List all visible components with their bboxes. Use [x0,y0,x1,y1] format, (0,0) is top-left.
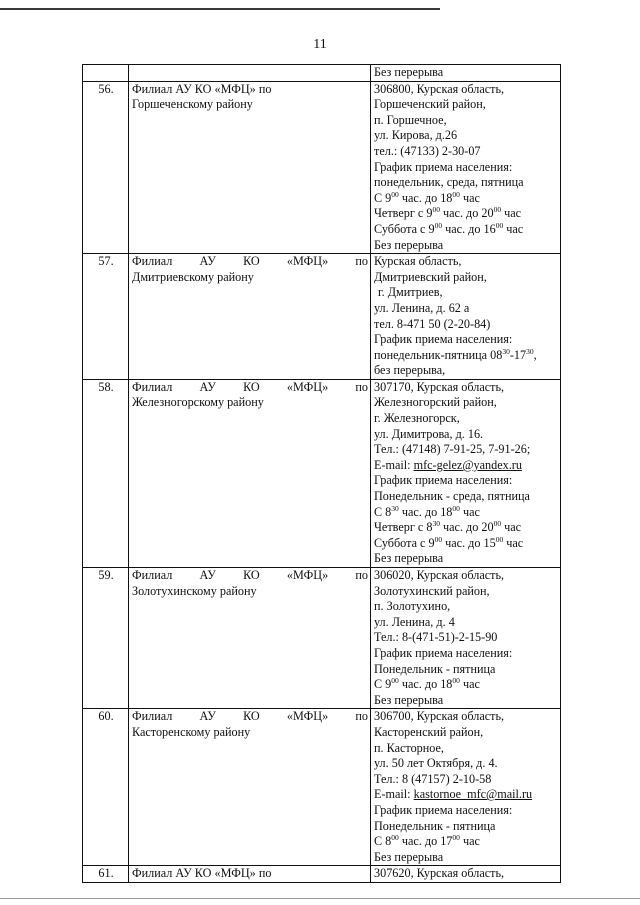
schedule-hours: С $9^{00}$ час. до $18^{00}$ час [374,676,480,692]
schedule-hours: С $8^{00}$ час. до $17^{00}$ час [374,833,480,849]
email-link[interactable]: kastornoe_mfc@mail.ru [413,787,533,802]
phone-line: тел. 8-471 50 (2-20-84) [374,316,491,331]
phone-line: Тел.: (47148) 7-91-25, 7-91-26; [374,442,531,457]
schedule-heading: График приема населения: [374,159,513,174]
table-row [83,81,561,254]
row-number-cell: 59. [83,568,129,709]
break-info: Без перерыва [374,849,444,864]
table-row [83,379,561,567]
table-row [83,709,561,866]
branch-name-line: Железногорскому району [132,395,264,410]
address-line: п. Золотухино, [374,599,451,614]
schedule-hours: С $9^{00}$ час. до $18^{00}$ час [374,189,480,205]
address-line: 307620, Курская область, [374,866,505,881]
phone-line: Тел.: 8 (47157) 2-10-58 [374,771,492,786]
schedule-hours: понедельник-пятница $08^{30}-17^{30}$, [374,346,537,362]
address-line: Курская область, [374,254,462,269]
branch-name-line: Филиал АУ КО «МФЦ» по [132,568,368,582]
break-info: Без перерыва [374,237,444,252]
address-line: г. Дмитриев, [378,285,443,300]
scan-edge-line [0,898,640,899]
row-number-cell: 57. [83,254,129,380]
schedule-hours: Четверг с $9^{00}$ час. до $20^{00}$ час [374,205,522,221]
email-line: E-mail: kastornoe_mfc@mail.ru [374,787,533,802]
address-cell [371,866,561,883]
table-row [83,866,561,883]
row-number-cell: 61. [83,866,129,883]
break-info: без перерыва, [374,363,446,378]
schedule-hours: Четверг с $8^{30}$ час. до $20^{00}$ час [374,519,522,535]
schedule-hours: С $8^{30}$ час. до $18^{00}$ час [374,503,480,519]
address-line: ул. 50 лет Октября, д. 4. [374,756,498,771]
address-line: Железногорский район, [374,395,497,410]
schedule-heading: График приема населения: [374,332,513,347]
address-cell [371,568,561,709]
branch-name-cell [129,866,371,883]
email-line: E-mail: mfc-gelez@yandex.ru [374,457,522,472]
break-info: Без перерыва [374,65,444,79]
row-number-cell [83,65,129,82]
address-line: Золотухинский район, [374,583,490,598]
schedule-days: Понедельник - среда, пятница [374,489,530,504]
address-line: ул. Ленина, д. 62 а [374,300,470,315]
branch-name-line: Филиал АУ КО «МФЦ» по [132,379,368,394]
table-row [83,65,561,82]
branch-name-line: Филиал АУ КО «МФЦ» по [132,709,368,724]
address-line: г. Железногорск, [374,411,460,426]
schedule-days: Понедельник - пятница [374,661,496,676]
address-cell [371,709,561,866]
address-line: 307170, Курская область, [374,379,505,394]
mfc-branches-table [82,64,561,883]
schedule-heading: График приема населения: [374,473,513,488]
phone-line: тел.: (47133) 2-30-07 [374,143,481,158]
address-line: 306020, Курская область, [374,568,505,582]
branch-name-cell [129,568,371,709]
branch-name-line: Горшеченскому району [132,97,253,112]
address-line: 306800, Курская область, [374,81,505,96]
row-number-cell: 56. [83,81,129,254]
schedule-days: понедельник, среда, пятница [374,175,524,190]
branch-name-line: Филиал АУ КО «МФЦ» по [132,866,272,881]
address-line: п. Касторное, [374,740,444,755]
branch-name-line: Золотухинскому району [132,583,257,598]
branch-name-line: Касторенскому району [132,724,251,739]
address-line: 306700, Курская область, [374,709,505,724]
break-info: Без перерыва [374,551,444,566]
email-link[interactable]: mfc-gelez@yandex.ru [413,457,522,472]
address-cell [371,65,561,82]
address-line: Дмитриевский район, [374,269,487,284]
address-line: п. Горшечное, [374,112,447,127]
row-number-cell: 58. [83,379,129,567]
branch-name-line: Филиал АУ КО «МФЦ» по [132,254,368,269]
address-line: ул. Ленина, д. 4 [374,614,455,629]
schedule-hours: Суббота с $9^{00}$ час. до $15^{00}$ час [374,534,524,550]
address-cell [371,254,561,380]
address-cell [371,81,561,254]
row-number-cell: 60. [83,709,129,866]
branch-name-cell [129,81,371,254]
schedule-heading: График приема населения: [374,645,513,660]
table-row [83,254,561,380]
branch-name-cell [129,709,371,866]
phone-line: Тел.: 8-(471-51)-2-15-90 [374,630,498,645]
schedule-heading: График приема населения: [374,802,513,817]
address-line: ул. Кирова, д.26 [374,128,458,143]
branch-name-line: Филиал АУ КО «МФЦ» по [132,81,272,96]
address-line: Горшеченский район, [374,97,486,112]
page-number: 11 [313,37,327,52]
branch-name-cell [129,379,371,567]
address-line: Касторенский район, [374,724,484,739]
table-row [83,568,561,709]
scan-edge-line [0,8,440,10]
schedule-hours: Суббота с $9^{00}$ час. до $16^{00}$ час [374,220,524,236]
branch-name-cell [129,254,371,380]
branch-name-line: Дмитриевскому району [132,269,254,284]
branch-name-cell [129,65,371,82]
break-info: Без перерыва [374,692,444,707]
address-line: ул. Димитрова, д. 16. [374,426,484,441]
schedule-days: Понедельник - пятница [374,818,496,833]
address-cell [371,379,561,567]
